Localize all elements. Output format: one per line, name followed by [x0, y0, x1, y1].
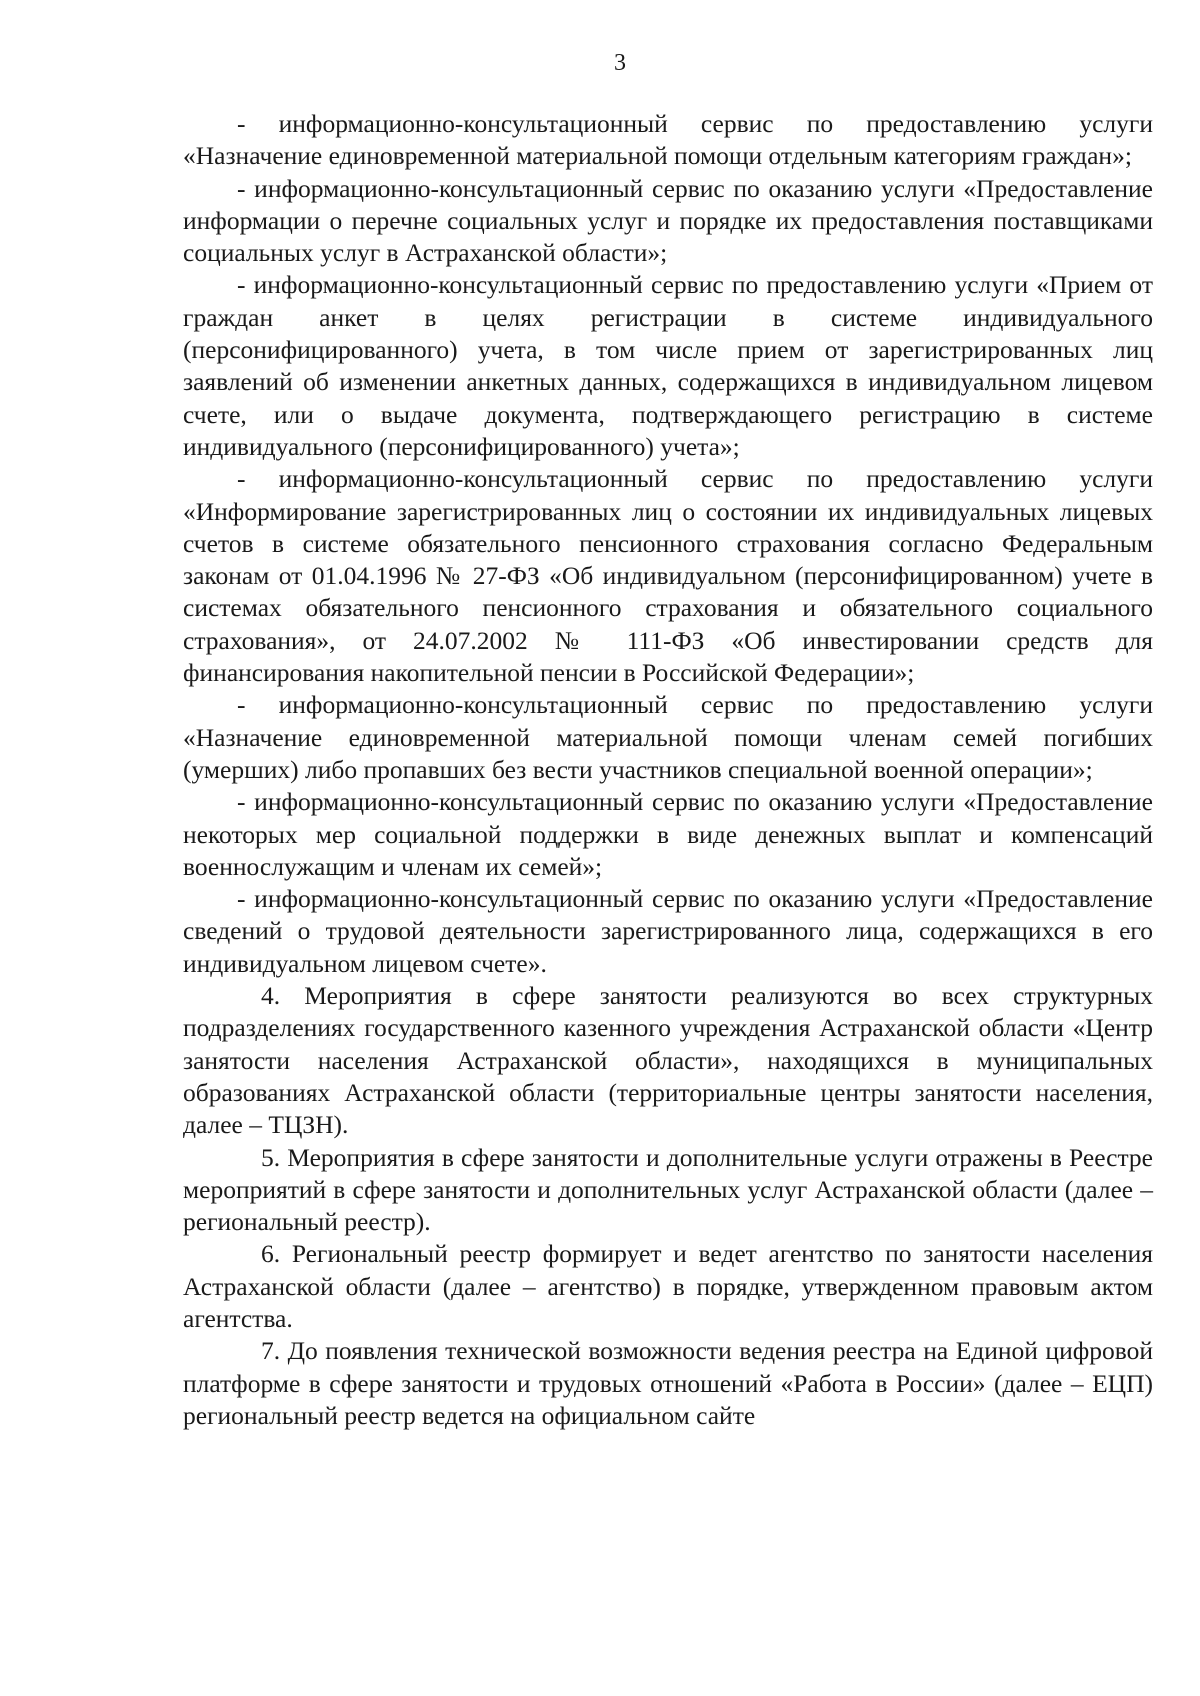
- list-item-service-5: - информационно-консультационный сервис по предоставлению услуги «Назначение единовременной материальной помощи членам семей погибших (умерших) либо пропавших без вести участников специальной военной операции»;: [183, 690, 1153, 784]
- page-number: 3: [614, 50, 626, 76]
- list-item-service-7: - информационно-консультационный сервис по оказанию услуги «Предоставление сведений о трудовой деятельности зарегистрированного лица, содержащихся в его индивидуальном лицевом счете».: [183, 884, 1153, 978]
- list-item-service-1: - информационно-консультационный сервис по предоставлению услуги «Назначение единовременной материальной помощи отдельным категориям граждан»;: [183, 109, 1153, 171]
- clause-4: 4. Мероприятия в сфере занятости реализуются во всех структурных подразделениях государственного казенного учреждения Астраханской области «Центр занятости населения Астраханской области», находящихся в муниципальных образованиях Астраханской области (территориальные центры занятости населения, далее – ТЦЗН).: [183, 981, 1153, 1140]
- list-item-service-4: - информационно-консультационный сервис по предоставлению услуги «Информирование зарегистрированных лиц о состоянии их индивидуальных лицевых счетов в системе обязательного пенсионного страхования согласно Федеральным законам от 01.04.1996 № 27-ФЗ «Об индивидуальном (персонифицированном) учете в системах обязательного пенсионного страхования и обязательного социального страхования», от 24.07.2002 № 111-ФЗ «Об инвестировании средств для финансирования накопительной пенсии в Российской Федерации»;: [183, 464, 1153, 688]
- list-item-service-3: - информационно-консультационный сервис по предоставлению услуги «Прием от граждан анкет в целях регистрации в системе индивидуального (персонифицированного) учета, в том числе прием от зарегистрированных лиц заявлений об изменении анкетных данных, содержащихся в индивидуальном лицевом счете, или о выдаче документа, подтверждающего регистрацию в системе индивидуального (персонифицированного) учета»;: [183, 270, 1153, 461]
- list-item-service-6: - информационно-консультационный сервис по оказанию услуги «Предоставление некоторых мер социальной поддержки в виде денежных выплат и компенсаций военнослужащим и членам их семей»;: [183, 787, 1153, 881]
- list-item-service-2: - информационно-консультационный сервис по оказанию услуги «Предоставление информации о перечне социальных услуг и порядке их предоставления поставщиками социальных услуг в Астраханской области»;: [183, 173, 1153, 268]
- clause-6: 6. Региональный реестр формирует и ведет агентство по занятости населения Астраханской области (далее – агентство) в порядке, утвержденном правовым актом агентства.: [183, 1239, 1153, 1333]
- clause-7: 7. До появления технической возможности ведения реестра на Единой цифровой платформе в сфере занятости и трудовых отношений «Работа в России» (далее – ЕЦП) региональный реестр ведется на официальном сайте: [183, 1336, 1153, 1430]
- clause-5: 5. Мероприятия в сфере занятости и дополнительные услуги отражены в Реестре мероприятий в сфере занятости и дополнительных услуг Астраханской области (далее – региональный реестр).: [183, 1142, 1153, 1237]
- document-body: [183, 108, 1153, 1432]
